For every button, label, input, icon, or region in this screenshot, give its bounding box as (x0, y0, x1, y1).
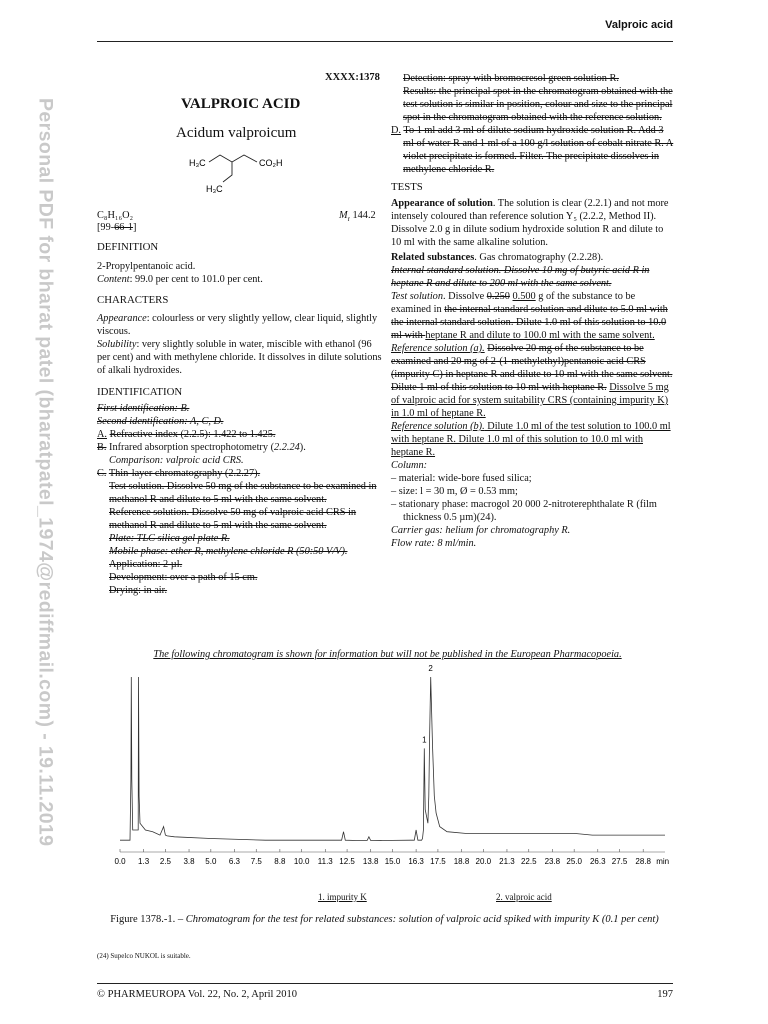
footer-rule (97, 983, 673, 984)
column-stationary-phase: – stationary phase: macrogol 20 000 2-nitroterephthalate R (film thickness 0.5 µm)(24). (391, 499, 657, 523)
reference-solution-a: Reference solution (a). Dissolve 20 mg of the substance to be examined and 20 mg of 2-(1-methylethyl)pentanoic acid CRS (impurity C) in heptane R and dilute to 10 ml with the same solvent. Dilute 1 ml of this solution to 10 ml with heptane R. Dissolve 5 mg of valproic acid for system suitability CRS (containing impurity K) in 1.0 ml of heptane R. (391, 343, 673, 419)
x-tick-label: 28.8 (635, 857, 651, 866)
characters-heading: CHARACTERS (97, 294, 169, 306)
monograph-title: VALPROIC ACID (181, 96, 301, 112)
column-material: – material: wide-bore fused silica; (391, 473, 532, 484)
reference-solution-b: Reference solution (b). Dilute 1.0 ml of the test solution to 100.0 ml with heptane R. Dilute 1.0 ml of this solution to 10.0 ml with heptane R. (391, 421, 671, 458)
carrier-gas: Carrier gas: helium for chromatography R. (391, 525, 571, 536)
molar-mass: $M_r$ 144.2 (339, 210, 376, 224)
content-line: Content: 99.0 per cent to 101.0 per cent. (97, 274, 263, 285)
chain-bond (209, 155, 257, 162)
tlc-application: Application: 2 µl. (109, 559, 183, 570)
chromatogram-trace (120, 677, 665, 841)
definition-name: 2-Propylpentanoic acid. (97, 261, 196, 272)
id-a: A. Refractive index (2.2.5): 1.422 to 1.425. (97, 429, 276, 440)
tlc-mobile-phase: Mobile phase: ether R, methylene chloride R (50:50 V/V). (109, 546, 348, 557)
tlc-test-solution: Test solution. Dissolve 50 mg of the substance to be examined in methanol R and dilute to 5 ml with the same solvent. (109, 481, 377, 505)
id-c: C. Thin-layer chromatography (2.2.27). (97, 468, 261, 479)
x-tick-label: 8.8 (274, 857, 286, 866)
x-tick-label: 1.3 (138, 857, 150, 866)
x-tick-label: 17.5 (430, 857, 446, 866)
x-tick-label: 23.8 (544, 857, 561, 866)
cas-number: [99-66-1] (97, 222, 137, 233)
latin-name: Acidum valproicum (176, 125, 297, 141)
x-tick-label: 16.3 (408, 857, 424, 866)
id-b: B. Infrared absorption spectrophotometry (2.2.24). (97, 442, 306, 453)
comparison-line: Comparison: valproic acid CRS. (109, 455, 244, 466)
x-axis-unit: min (656, 857, 670, 866)
second-identification: Second identification: A, C, D. (97, 416, 224, 427)
branch-bond (223, 162, 232, 182)
x-tick-label: 12.5 (339, 857, 355, 866)
x-tick-label: 5.0 (205, 857, 217, 866)
tlc-results: Results: the principal spot in the chromatogram obtained with the test solution is similar in position, colour and size to the principal spot in the chromatogram obtained with the reference solution. (403, 86, 673, 123)
tlc-development: Development: over a path of 15 cm. (109, 572, 258, 583)
definition-heading: DEFINITION (97, 241, 159, 253)
structure-diagram (175, 150, 315, 198)
header-rule (97, 41, 673, 42)
footer-copyright: © PHARMEUROPA Vol. 22, No. 2, April 2010 (97, 989, 298, 1000)
x-tick-label: 18.8 (453, 857, 470, 866)
chromatogram-note: The following chromatogram is shown for information but will not be published in the European Pharmacopoeia. (153, 649, 622, 660)
x-tick-label: 20.0 (475, 857, 492, 866)
legend-impurity-k: 1. impurity K (318, 892, 367, 902)
h3c-bottom-label: H₃C (206, 184, 223, 194)
tlc-reference-solution: Reference solution. Dissolve 50 mg of valproic acid CRS in methanol R and dilute to 5 ml with the same solvent. (109, 507, 357, 531)
internal-standard-solution: Internal standard solution. Dissolve 10 mg of butyric acid R in heptane R and dilute to 200 ml with the same solvent. (391, 265, 650, 289)
column-size: – size: l = 30 m, Ø = 0.53 mm; (391, 486, 518, 497)
x-tick-label: 2.5 (159, 857, 171, 866)
h3c-top-label: H₃C (189, 158, 206, 168)
tlc-detection: Detection: spray with bromocresol green solution R. (403, 73, 619, 84)
chromatogram (95, 662, 680, 874)
x-tick-label: 26.3 (589, 857, 606, 866)
tlc-drying: Drying: in air. (109, 585, 168, 596)
left-column (97, 241, 383, 597)
related-substances: Related substances. Gas chromatography (2.2.28). (391, 252, 604, 263)
running-title: Valproic acid (605, 19, 673, 31)
appearance-of-solution: Appearance of solution. The solution is clear (2.2.1) and not more intensely coloured than reference solution Y₅ (2.2.2, Method II). (391, 198, 669, 222)
legend-valproic-acid: 2. valproic acid (496, 892, 552, 902)
x-tick-label: 15.0 (384, 857, 401, 866)
gc-test-solution: Test solution. Dissolve 0.250 0.500 g of the substance to be examined in the internal standard solution and dilute to 5.0 ml with the internal standard solution. Dilute 1.0 ml of this solution to 10.0 ml with heptane R and dilute to 100.0 ml with the same solvent. (391, 291, 668, 341)
dissolve-instruction: Dissolve 2.0 g in dilute sodium hydroxide solution R and dilute to 10 ml with the same alkaline solution. (391, 224, 664, 248)
peak-label: 1 (422, 735, 427, 745)
peak-label: 2 (428, 664, 433, 673)
x-tick-label: 10.0 (293, 857, 310, 866)
monograph-number: XXXX:1378 (325, 72, 380, 83)
first-identification: First identification: B. (97, 403, 190, 414)
co2h-label: CO₂H (259, 158, 283, 168)
x-tick-label: 0.0 (114, 857, 126, 866)
column-heading: Column: (391, 460, 428, 471)
tests-heading: TESTS (391, 181, 423, 193)
right-column (391, 72, 675, 550)
x-tick-label: 21.3 (499, 857, 515, 866)
x-tick-label: 11.3 (317, 857, 333, 866)
tlc-plate: Plate: TLC silica gel plate R. (109, 533, 230, 544)
molecular-formula: C₈H₁₆O₂ (97, 210, 134, 221)
footnote: (24) Supelco NUKOL is suitable. (97, 952, 191, 960)
x-tick-label: 7.5 (250, 857, 262, 866)
x-tick-label: 27.5 (611, 857, 628, 866)
id-d: D. To 1 ml add 3 ml of dilute sodium hydroxide solution R. Add 3 ml of water R and 1 ml of a 100 g/l solution of cobalt nitrate R. A violet precipitate is formed. Filter. The precipitate dissolves in methylene chloride R. (391, 125, 674, 175)
x-tick-label: 22.5 (520, 857, 537, 866)
watermark (30, 98, 60, 888)
page-number: 197 (657, 989, 673, 1000)
x-tick-label: 13.8 (362, 857, 379, 866)
appearance-line: Appearance: colourless or very slightly yellow, clear liquid, slightly viscous. (97, 313, 378, 337)
watermark-text: Personal PDF for bharat patel (bharatpatel_1974@rediffmail.com) - 19.11.2019 (34, 98, 57, 847)
flow-rate: Flow rate: 8 ml/min. (391, 538, 477, 549)
x-tick-label: 25.0 (566, 857, 582, 866)
solubility-line: Solubility: very slightly soluble in water, miscible with ethanol (96 per cent) and with methylene chloride. It dissolves in dilute solutions of alkali hydroxides. (97, 339, 382, 376)
x-tick-label: 6.3 (228, 857, 241, 866)
identification-heading: IDENTIFICATION (97, 386, 183, 398)
figure-caption: Figure 1378.-1. – Chromatogram for the test for related substances: solution of valproic acid spiked with impurity K (0.1 per cent) (110, 914, 659, 925)
x-tick-label: 3.8 (183, 857, 195, 866)
